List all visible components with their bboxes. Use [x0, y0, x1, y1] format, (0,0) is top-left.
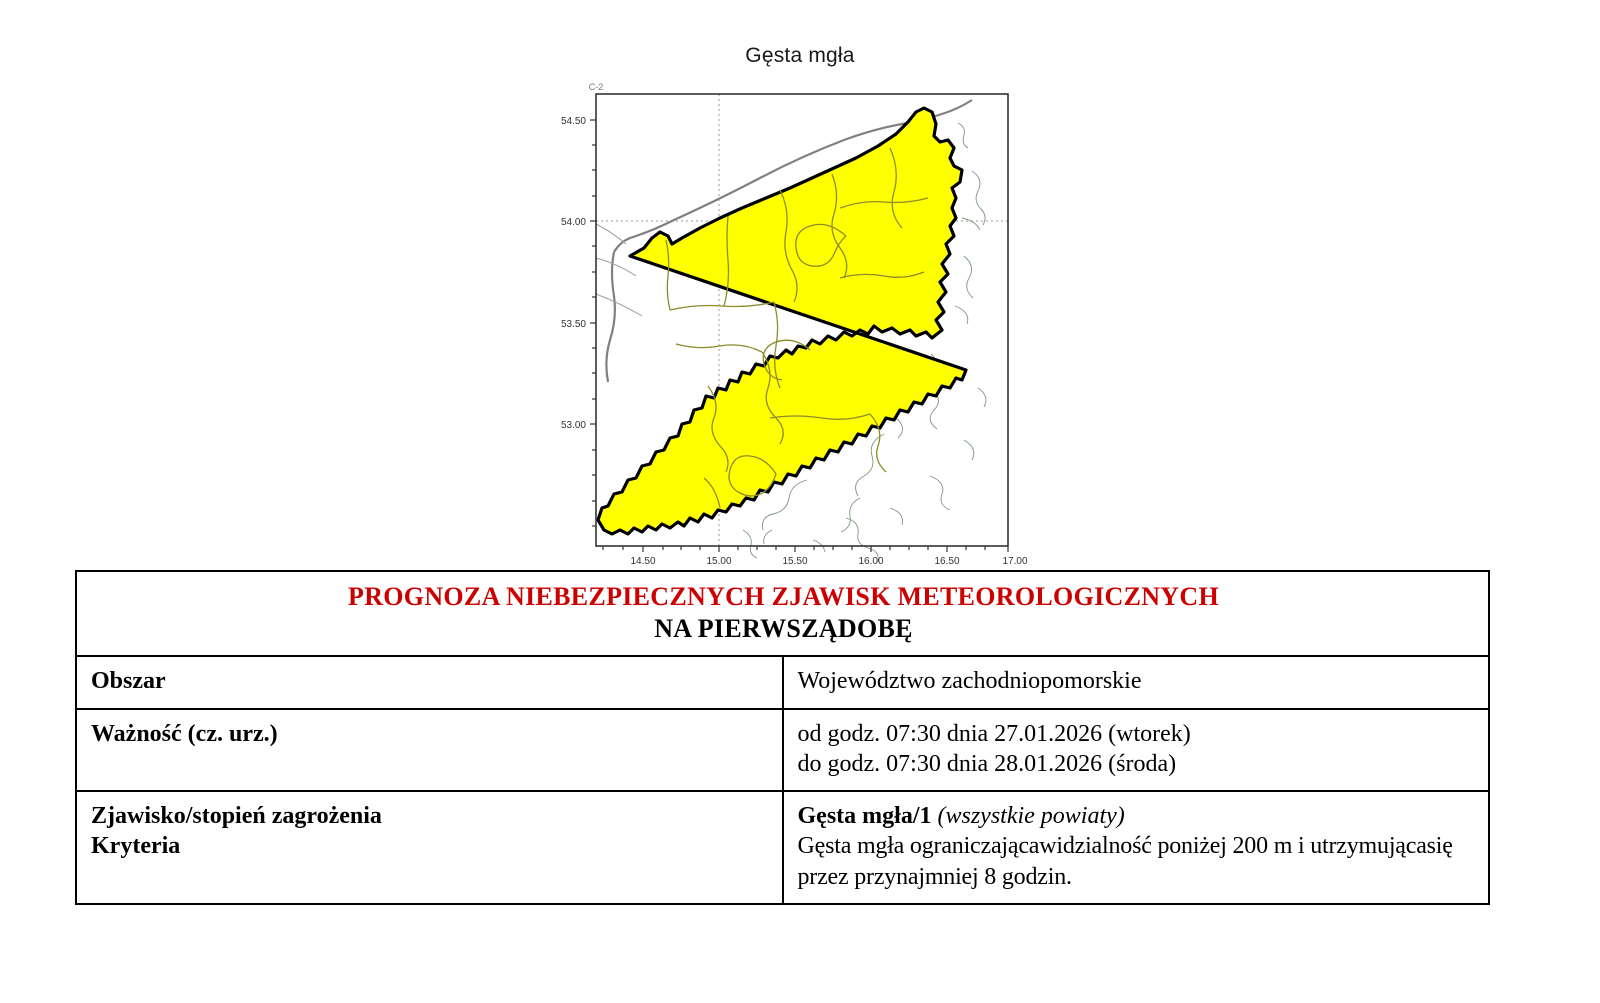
x-tick-label: 16.00 [858, 556, 884, 567]
warning-header-line1: PROGNOZA NIEBEZPIECZNYCH ZJAWISK METEOROLOGICZNYCH [348, 582, 1219, 611]
phenomenon-value [783, 791, 1490, 904]
phenomenon-scope: (wszystkie powiaty) [937, 803, 1125, 830]
phenomenon-label-line1: Zjawisko/stopień zagrożenia [91, 803, 382, 830]
map-corner-label: C-2 [588, 82, 604, 92]
x-tick-label: 16.50 [934, 556, 960, 567]
phenomenon-name-degree: Gęsta mgła/1 [797, 803, 932, 830]
weather-warning-table [75, 570, 1490, 905]
y-tick-label: 54.50 [560, 116, 586, 127]
phenomenon-criteria: Gęsta mgła ograniczającawidzialność poniżej 200 m i utrzymującasię przez przynajmniej 8 godzin. [797, 833, 1453, 890]
x-tick-label: 14.50 [630, 556, 656, 567]
y-tick-label: 53.00 [560, 420, 586, 431]
y-axis-ticks [590, 120, 596, 526]
validity-label: Ważność (cz. urz.) [76, 709, 783, 791]
area-label: Obszar [76, 656, 783, 708]
table-row-phenomenon [76, 791, 1489, 904]
y-tick-label: 54.00 [560, 217, 586, 228]
validity-to: do godz. 07:30 dnia 28.01.2026 (środa) [797, 750, 1177, 777]
warning-header-line2: NA PIERWSZĄDOBĘ [654, 613, 913, 643]
phenomenon-label-line2: Kryteria [91, 833, 181, 860]
table-row-validity [76, 709, 1489, 791]
y-tick-label: 53.50 [560, 319, 586, 330]
x-tick-label: 15.00 [706, 556, 732, 567]
phenomenon-headline [798, 801, 1477, 831]
x-tick-label: 17.00 [1002, 556, 1028, 567]
table-row-area [76, 656, 1489, 708]
validity-from: od godz. 07:30 dnia 27.01.2026 (wtorek) [797, 720, 1191, 747]
x-tick-label: 15.50 [782, 556, 808, 567]
map-title: Gęsta mgła [745, 44, 855, 67]
phenomenon-label [76, 791, 783, 904]
area-value: Województwo zachodniopomorskie [783, 656, 1490, 708]
validity-value [783, 709, 1490, 791]
x-axis-ticks [603, 546, 1008, 552]
table-row-header [76, 571, 1489, 656]
warning-header-cell [76, 571, 1489, 656]
warning-area-map [560, 78, 1030, 570]
map-canvas [560, 78, 1030, 570]
